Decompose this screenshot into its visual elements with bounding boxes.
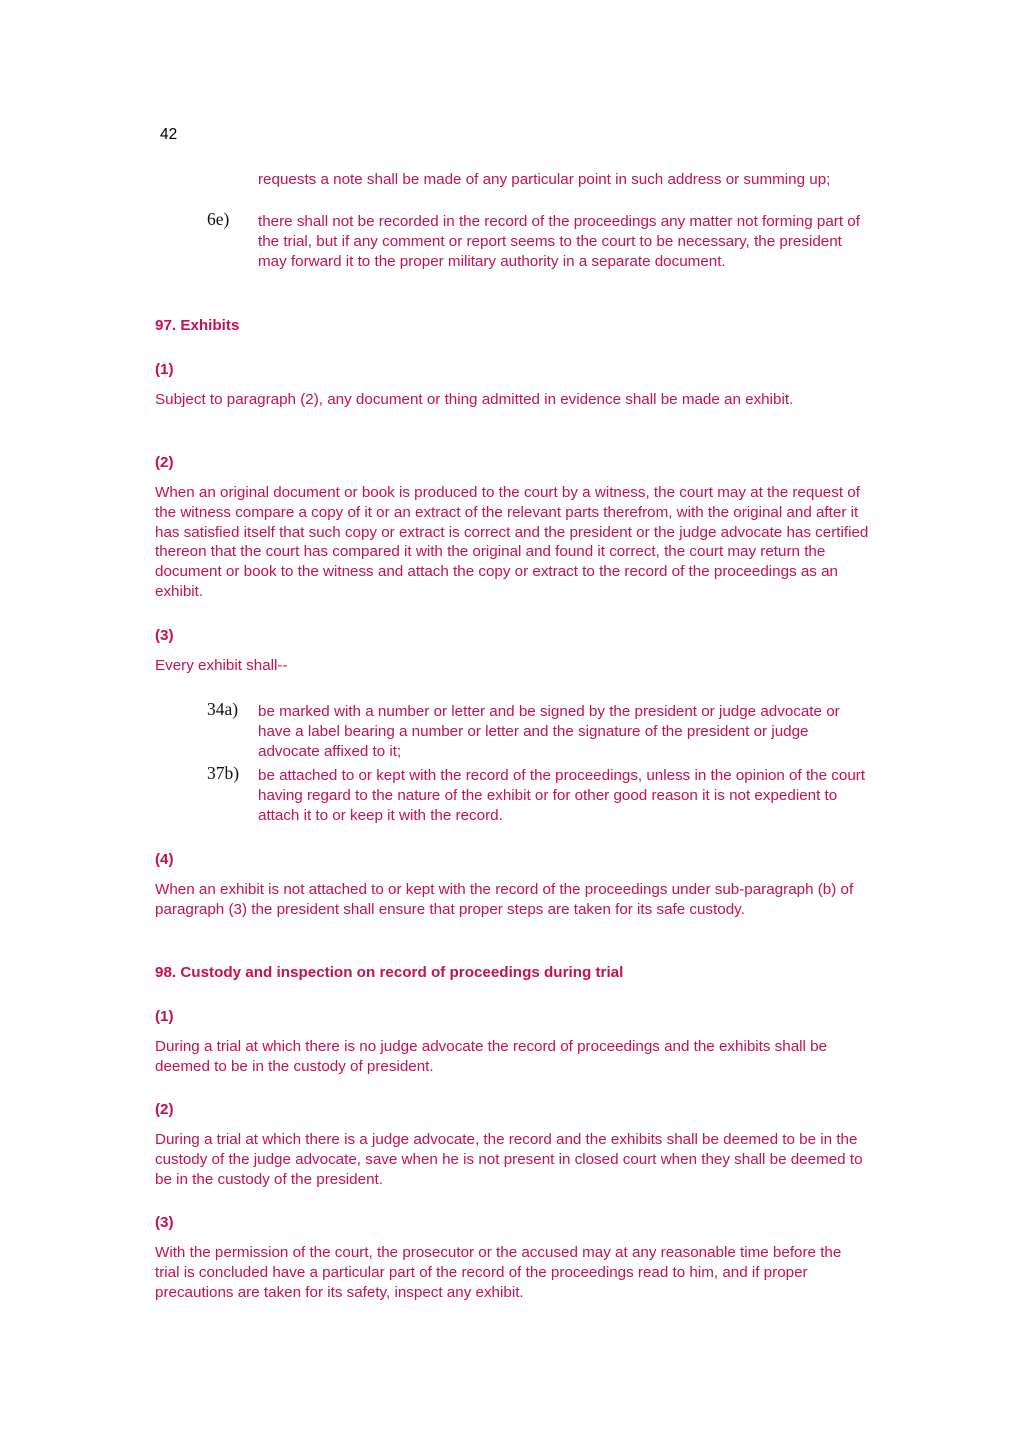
section-98-p3-text: With the permission of the court, the prosecutor or the accused may at any reasonable time before the trial is concluded have a particular part of the record of the proceedings read to him, and if proper precautions are taken for its safety, inspect any exhibit.	[155, 1244, 842, 1301]
section-98-p1-text: During a trial at which there is no judge advocate the record of proceedings and the exhibits shall be deemed to be in the custody of president.	[155, 1038, 828, 1075]
item-6e-text: there shall not be recorded in the record of the proceedings any matter not forming part of the trial, but if any comment or report seems to the court to be necessary, the president may forward it to the proper military authority in a separate document.	[258, 213, 860, 270]
section-97-p3-text: Every exhibit shall--	[155, 657, 288, 674]
item-6e-marker: 6e)	[207, 209, 230, 229]
section-97-p1-text: Subject to paragraph (2), any document or thing admitted in evidence shall be made an exhibit.	[155, 391, 794, 408]
section-98-p2-label: (2)	[155, 1101, 174, 1118]
item-37b-text: be attached to or kept with the record of the proceedings, unless in the opinion of the court having regard to the nature of the exhibit or for other good reason it is not expedient to attach it to or keep it with the record.	[258, 767, 866, 824]
section-97-p4-label: (4)	[155, 851, 174, 868]
section-97-p2-text: When an original document or book is produced to the court by a witness, the court may at the request of the witness compare a copy of it or an extract of the relevant parts therefrom, with the original and after it has satisfied itself that such copy or extract is correct and the president or the judge advocate has certified thereon that the court has compared it with the original and found it correct, the court may return the document or book to the witness and attach the copy or extract to the record of the proceedings as an exhibit.	[155, 484, 869, 600]
continuation-text: requests a note shall be made of any particular point in such address or summing up;	[258, 171, 831, 188]
item-34a-text: be marked with a number or letter and be signed by the president or judge advocate or have a label bearing a number or letter and the signature of the president or judge advocate affixed to it;	[258, 703, 840, 760]
section-98-p2-text: During a trial at which there is a judge advocate, the record and the exhibits shall be deemed to be in the custody of the judge advocate, save when he is not present in closed court when they shall be deemed to be in the custody of the president.	[155, 1131, 863, 1188]
section-97-p2-label: (2)	[155, 454, 174, 471]
section-97-p1-label: (1)	[155, 361, 174, 378]
section-97-p3-label: (3)	[155, 627, 174, 644]
page-number: 42	[160, 126, 178, 143]
section-98-heading: 98. Custody and inspection on record of proceedings during trial	[155, 964, 624, 981]
section-98-p3-label: (3)	[155, 1214, 174, 1231]
section-97-heading: 97. Exhibits	[155, 317, 240, 334]
section-97-p4-text: When an exhibit is not attached to or kept with the record of the proceedings under sub-paragraph (b) of paragraph (3) the president shall ensure that proper steps are taken for its safe custody.	[155, 881, 854, 918]
item-37b-marker: 37b)	[207, 763, 240, 783]
section-98-p1-label: (1)	[155, 1008, 174, 1025]
item-34a-marker: 34a)	[207, 699, 239, 719]
